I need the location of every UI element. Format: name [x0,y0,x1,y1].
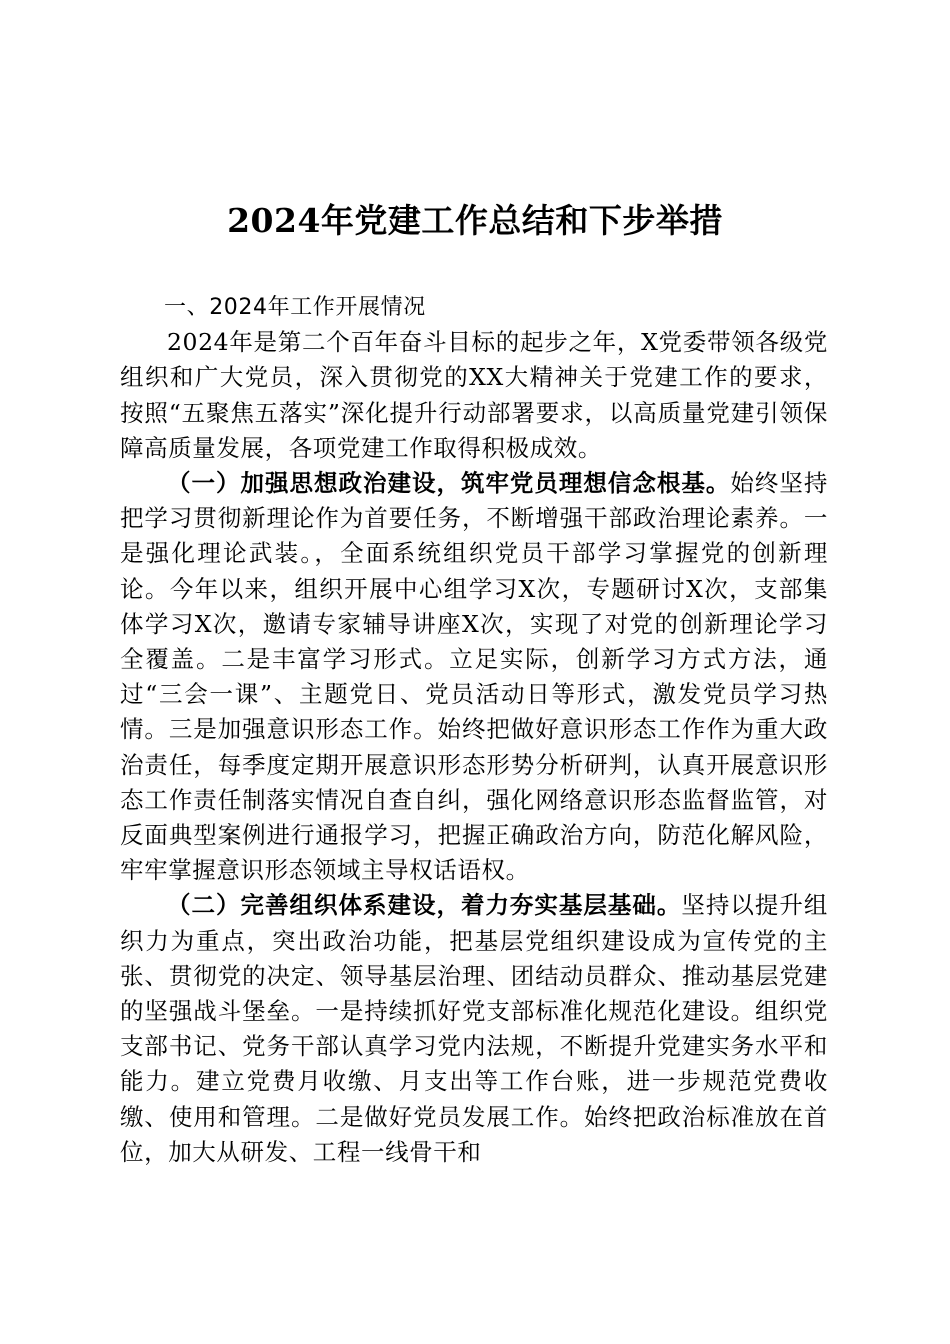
item-paragraph-2 [120,888,828,1170]
item-1-lead: （一）加强思想政治建设，筑牢党员理想信念根基。 [167,469,731,498]
item-2-body: 坚持以提升组织力为重点，突出政治功能，把基层党组织建设成为宣传党的主张、贯彻党的决定、领导基层治理、团结动员群众、推动基层党建的坚强战斗堡垒。一是持续抓好党支部标准化规范化建设。组织党支部书记、党务干部认真学习党内法规，不断提升党建实务水平和能力。建立党费月收缴、月支出等工作台账，进一步规范党费收缴、使用和管理。二是做好党员发展工作。始终把政治标准放在首位，加大从研发、工程一线骨干和 [120,891,828,1166]
document-body [120,290,828,1170]
item-paragraph-1 [120,466,828,888]
item-1-body: 始终坚持把学习贯彻新理论作为首要任务，不断增强干部政治理论素养。一是强化理论武装。，全面系统组织党员干部学习掌握党的创新理论。今年以来，组织开展中心组学习X次，专题研讨X次，支部集体学习X次，邀请专家辅导讲座X次，实现了对党的创新理论学习全覆盖。二是丰富学习形式。立足实际，创新学习方式方法，通过“三会一课”、主题党日、党员活动日等形式，激发党员学习热情。三是加强意识形态工作。始终把做好意识形态工作作为重大政治责任，每季度定期开展意识形态形势分析研判，认真开展意识形态工作责任制落实情况自查自纠，强化网络意识形态监督监管，对反面典型案例进行通报学习，把握正确政治方向，防范化解风险，牢牢掌握意识形态领域主导权话语权。 [120,469,828,885]
document-title: 2024年党建工作总结和下步举措 [227,201,723,240]
section-heading: 一、2024年工作开展情况 [164,295,426,320]
intro-paragraph: 2024年是第二个百年奋斗目标的起步之年，X党委带领各级党组织和广大党员，深入贯彻党的XX大精神关于党建工作的要求，按照“五聚焦五落实”深化提升行动部署要求，以高质量党建引领保障高质量发展，各项党建工作取得积极成效。 [120,328,828,462]
item-2-lead: （二）完善组织体系建设，着力夯实基层基础。 [167,891,682,920]
